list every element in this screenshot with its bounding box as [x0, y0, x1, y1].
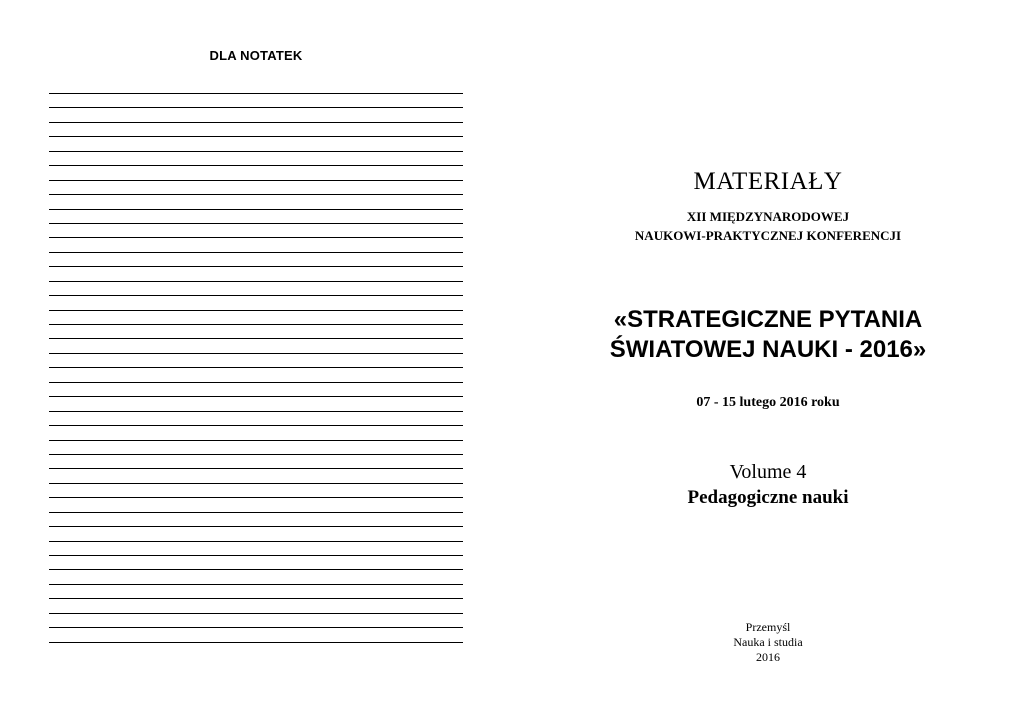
note-line	[49, 223, 463, 237]
conference-title-line-1: «STRATEGICZNE PYTANIA	[613, 306, 923, 333]
publication-year: 2016	[756, 650, 780, 664]
note-line	[49, 252, 463, 266]
conference-line-2: NAUKOWI-PRAKTYCZNEJ KONFERENCJI	[634, 228, 902, 243]
note-line	[49, 569, 463, 583]
note-line	[49, 310, 463, 324]
note-line	[49, 324, 463, 338]
note-lines	[49, 93, 463, 656]
note-line	[49, 93, 463, 107]
note-line	[49, 295, 463, 309]
note-line	[49, 396, 463, 410]
note-line	[49, 209, 463, 223]
note-line	[49, 353, 463, 367]
right-page-title	[512, 0, 1024, 724]
conference-title-line-2: ŚWIATOWEJ NAUKI - 2016»	[609, 336, 927, 363]
note-line	[49, 338, 463, 352]
note-line	[49, 598, 463, 612]
note-line	[49, 367, 463, 381]
note-line	[49, 194, 463, 208]
materials-heading: MATERIAŁY	[693, 168, 843, 195]
note-line	[49, 584, 463, 598]
note-line	[49, 237, 463, 251]
note-line	[49, 266, 463, 280]
note-line	[49, 555, 463, 569]
note-line	[49, 425, 463, 439]
conference-line-1: XII MIĘDZYNARODOWEJ	[686, 209, 850, 224]
notes-heading: DLA NOTATEK	[209, 48, 303, 63]
note-line	[49, 483, 463, 497]
note-line	[49, 151, 463, 165]
note-line	[49, 497, 463, 511]
volume-label: Volume 4	[729, 461, 807, 483]
note-line	[49, 411, 463, 425]
note-line	[49, 642, 463, 656]
note-line	[49, 440, 463, 454]
publisher-name: Nauka i studia	[733, 635, 803, 649]
note-line	[49, 627, 463, 641]
note-line	[49, 136, 463, 150]
volume-subject: Pedagogiczne nauki	[687, 487, 849, 508]
note-line	[49, 107, 463, 121]
publication-city: Przemyśl	[745, 620, 791, 634]
note-line	[49, 468, 463, 482]
note-line	[49, 382, 463, 396]
note-line	[49, 526, 463, 540]
note-line	[49, 180, 463, 194]
conference-dates: 07 - 15 lutego 2016 roku	[696, 395, 840, 410]
note-line	[49, 454, 463, 468]
note-line	[49, 165, 463, 179]
note-line	[49, 613, 463, 627]
note-line	[49, 512, 463, 526]
note-line	[49, 122, 463, 136]
note-line	[49, 281, 463, 295]
note-line	[49, 541, 463, 555]
